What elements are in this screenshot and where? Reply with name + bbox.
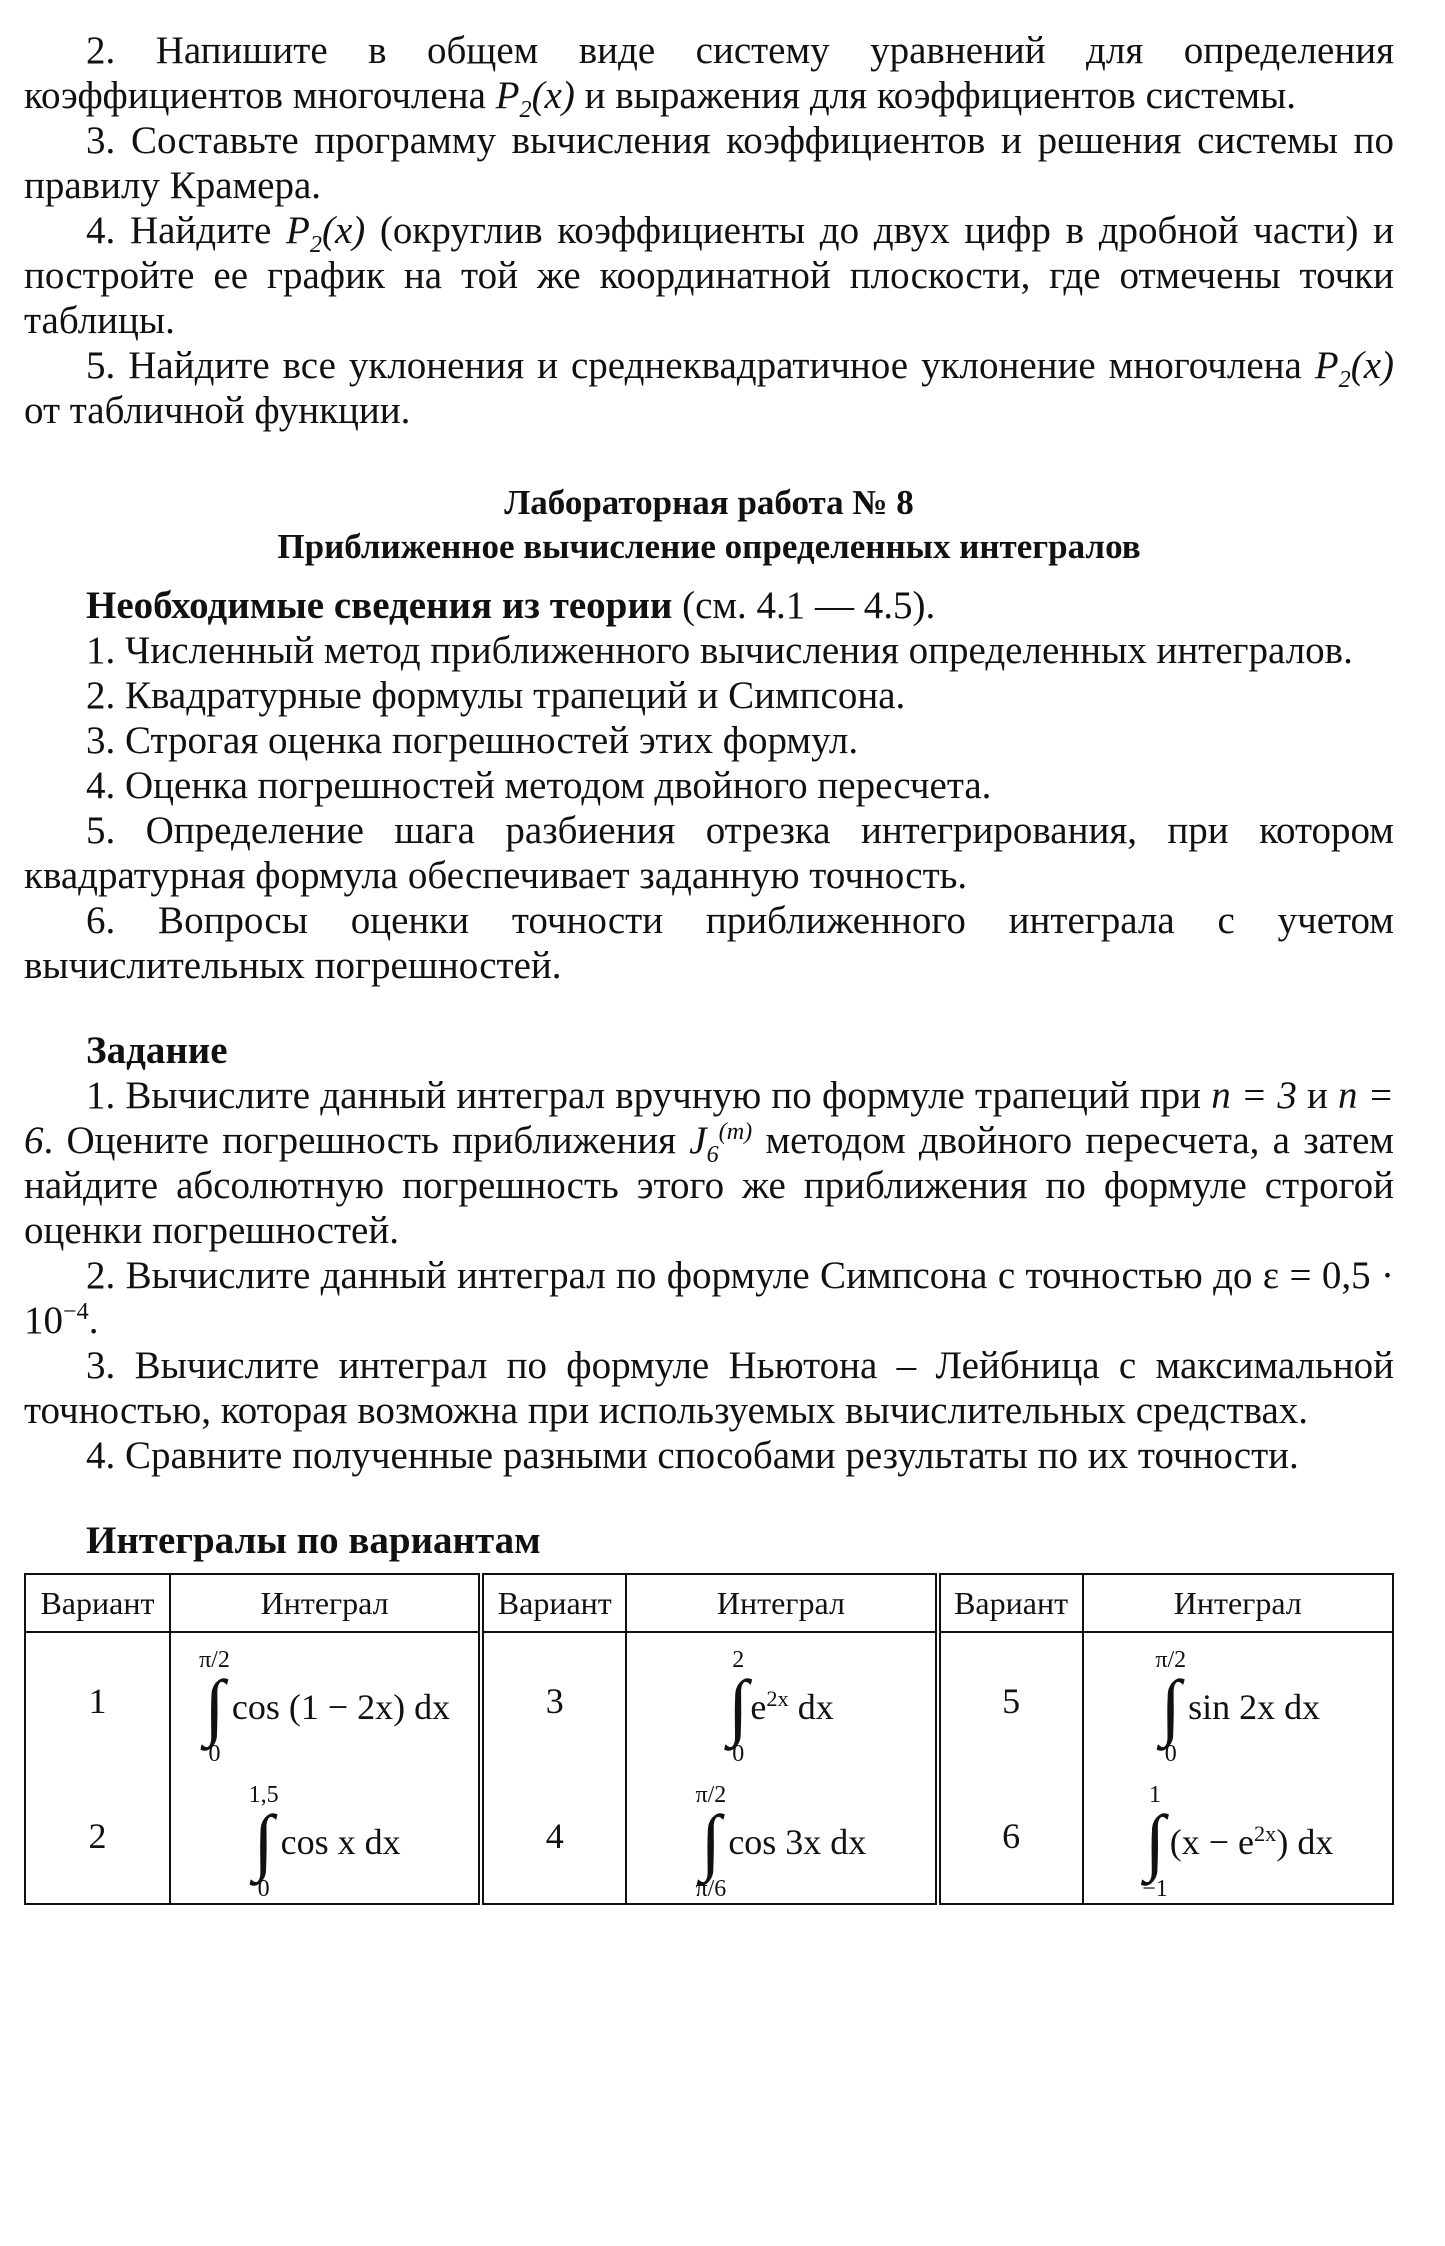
integral-sign-icon: ∫ (700, 1801, 722, 1883)
theory-item: 3. Строгая оценка погрешностей этих формул. (86, 719, 859, 762)
lower-limit: 0 (732, 1741, 745, 1767)
task-item-3: 3. Вычислите интеграл по формуле Ньютона – Лейбница с максимальной точностью, которая возможна при используемых вычислительных средствах. (24, 1344, 1394, 1432)
theory-item: 5. Определение шага разбиения отрезка интегрирования, при котором квадратурная формула обеспечивает заданную точность. (24, 809, 1394, 897)
integral-sign-icon: ∫ (728, 1666, 749, 1748)
theory-item: 6. Вопросы оценки точности приближенного интеграла с учетом вычислительных погрешностей. (24, 899, 1394, 987)
task-item-4: 4. Сравните полученные разными способами результаты по их точности. (86, 1434, 1299, 1477)
integrand: $(x - e^{2x})$ dx (1169, 1821, 1334, 1862)
lower-limit: 0 (257, 1876, 270, 1902)
theory-heading: Необходимые сведения из теории (см. 4.1 — 4.5). (86, 584, 936, 627)
integral-formula (728, 1647, 834, 1767)
header-integral: Интеграл (1083, 1574, 1393, 1632)
upper-limit: 1 (1148, 1782, 1161, 1808)
theory-item: 2. Квадратурные формулы трапеций и Симпсона. (86, 674, 906, 717)
lower-limit: π/6 (695, 1876, 727, 1902)
integral-cell (626, 1632, 937, 1768)
integrand: cos 3x dx (728, 1822, 867, 1862)
table-row (25, 1632, 1393, 1768)
upper-limit: 1,5 (248, 1782, 279, 1808)
prev-item-3: 3. Составьте программу вычисления коэффициентов и решения системы по правилу Крамера. (24, 119, 1394, 207)
variant-number: 4 (481, 1768, 626, 1904)
table-header-row (25, 1574, 1393, 1632)
integral-sign-icon: ∫ (1144, 1801, 1166, 1883)
header-integral: Интеграл (170, 1574, 481, 1632)
lab-subtitle: Приближенное вычисление определенных интегралов (277, 527, 1141, 566)
variant-number: 6 (938, 1768, 1083, 1904)
variant-number: 3 (481, 1632, 626, 1768)
integrand: cos x dx (280, 1822, 401, 1862)
variant-number: 5 (938, 1632, 1083, 1768)
variant-number: 1 (25, 1632, 170, 1768)
integral-formula (199, 1647, 450, 1767)
variant-number: 2 (25, 1768, 170, 1904)
upper-limit: 2 (732, 1647, 745, 1673)
integral-formula (1155, 1647, 1320, 1767)
prev-item-4: 4. Найдите $P_2(x)$ (округлив коэффициенты до двух цифр в дробной части) и постройте ее график на той же координатной плоскости, где отмечены точки таблицы. (24, 209, 1394, 342)
header-variant: Вариант (25, 1574, 170, 1632)
integral-cell (170, 1768, 481, 1904)
integrand: cos (1 − 2x) dx (231, 1687, 451, 1727)
theory-item: 4. Оценка погрешностей методом двойного пересчета. (86, 764, 992, 807)
lab-title: Лабораторная работа № 8 (504, 483, 914, 522)
upper-limit: π/2 (695, 1782, 727, 1808)
lower-limit: −1 (1142, 1876, 1168, 1902)
prev-item-5: 5. Найдите все уклонения и среднеквадратичное уклонение многочлена $P_2(x)$ от табличной функции. (24, 344, 1395, 432)
lower-limit: 0 (208, 1741, 221, 1767)
task-item-1: 1. Вычислите данный интеграл вручную по формуле трапеций при n = 3 и n = 6. Оцените погрешность приближения $J_6^{(т)}$ методом двойного пересчета, а затем найдите абсолютную погрешность этого же приближения по формуле строгой оценки погрешностей. (24, 1074, 1394, 1252)
header-integral: Интеграл (626, 1574, 937, 1632)
header-variant: Вариант (481, 1574, 626, 1632)
variants-section (24, 1518, 1394, 1905)
integrand: $e^{2x}$ dx (750, 1686, 834, 1727)
upper-limit: π/2 (199, 1647, 230, 1673)
integral-sign-icon: ∫ (1160, 1666, 1181, 1748)
integral-sign-icon: ∫ (204, 1666, 225, 1748)
integral-cell (1083, 1632, 1393, 1768)
task-section (24, 1028, 1394, 1478)
header-variant: Вариант (938, 1574, 1083, 1632)
integrand: sin 2x dx (1188, 1687, 1321, 1727)
integral-cell (1083, 1768, 1393, 1904)
upper-limit: π/2 (1155, 1647, 1187, 1673)
document-page (24, 0, 1394, 1905)
previous-lab-items (24, 28, 1394, 433)
integral-formula (1142, 1782, 1333, 1902)
integral-cell (170, 1632, 481, 1768)
task-item-2: 2. Вычислите данный интеграл по формуле Симпсона с точностью до $\varepsilon = 0,5 \cdot 10^{-4}$. (24, 1254, 1394, 1342)
variants-table (24, 1573, 1394, 1905)
integral-sign-icon: ∫ (253, 1801, 274, 1883)
lower-limit: 0 (1164, 1741, 1177, 1767)
integral-cell (626, 1768, 937, 1904)
table-row (25, 1768, 1393, 1904)
lab-heading (24, 481, 1394, 569)
theory-item: 1. Численный метод приближенного вычисления определенных интегралов. (86, 629, 1353, 672)
theory-section (24, 583, 1394, 988)
integral-formula (249, 1782, 401, 1902)
prev-item-2: 2. Напишите в общем виде систему уравнений для определения коэффициентов многочлена $P_2(x)$ и выражения для коэффициентов системы. (24, 29, 1395, 123)
variants-heading: Интегралы по вариантам (86, 1519, 541, 1562)
task-heading: Задание (86, 1029, 228, 1072)
integral-formula (696, 1782, 867, 1902)
